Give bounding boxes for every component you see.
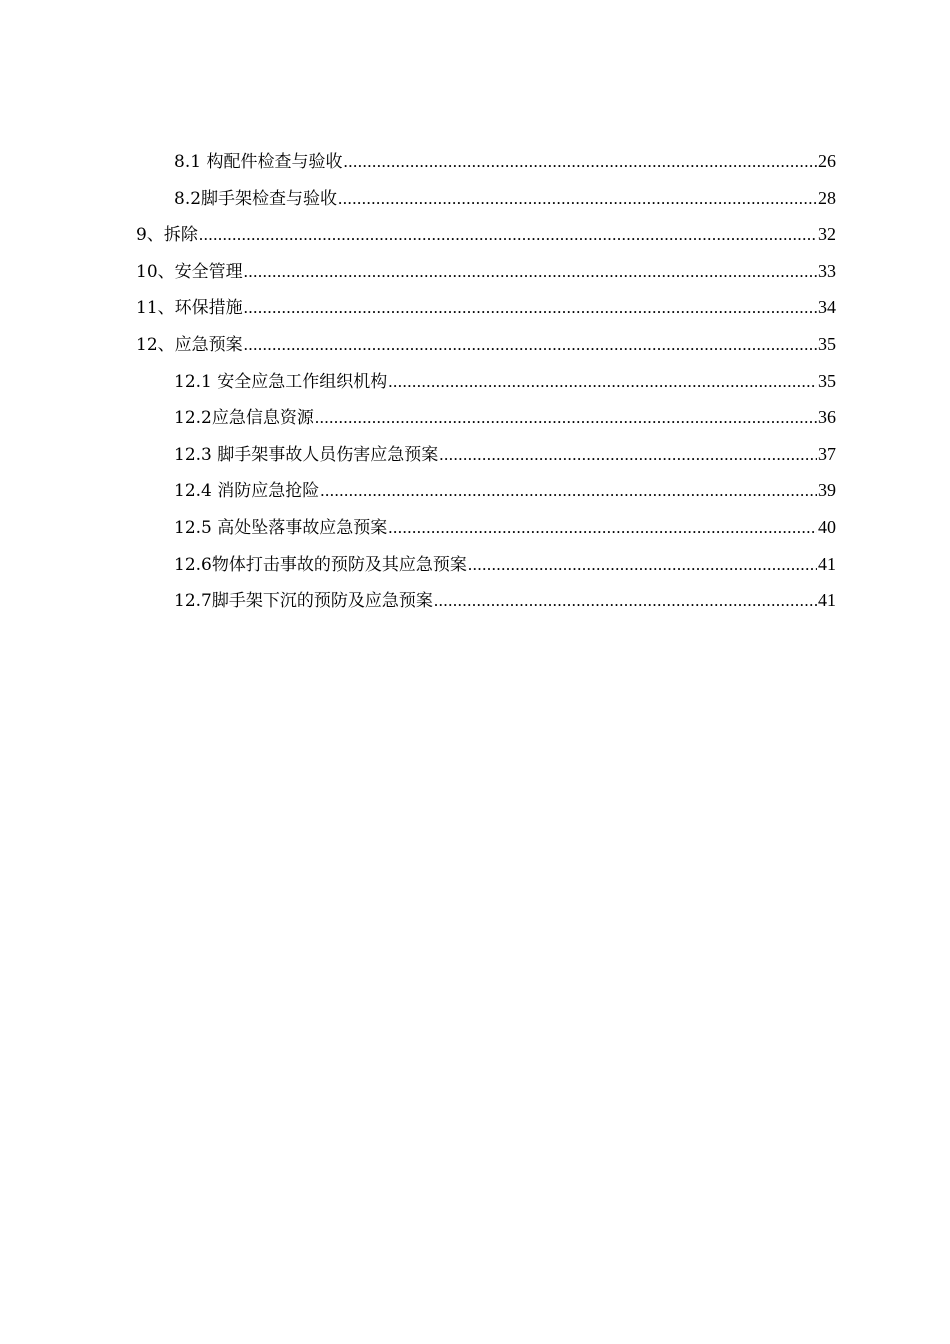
- toc-entry[interactable]: [136, 475, 836, 512]
- toc-dot-leader: [199, 220, 817, 250]
- toc-entry-page: 40: [818, 516, 836, 537]
- toc-entry[interactable]: [136, 219, 836, 256]
- toc-dot-leader: [244, 330, 817, 360]
- toc-entry-page: 35: [818, 333, 836, 354]
- toc-dot-leader: [388, 367, 817, 397]
- toc-entry[interactable]: [136, 183, 836, 220]
- toc-entry-title: 8.2脚手架检查与验收: [174, 188, 338, 209]
- toc-dot-leader: [338, 184, 817, 214]
- toc-dot-leader: [320, 476, 817, 506]
- toc-dot-leader: [388, 513, 817, 543]
- toc-entry-page: 26: [818, 151, 836, 171]
- toc-entry-title: 12.7脚手架下沉的预防及应急预案: [174, 591, 433, 612]
- toc-entry-page: 41: [818, 590, 836, 611]
- toc-entry-title: 12.6物体打击事故的预防及其应急预案: [174, 554, 467, 575]
- toc-dot-leader: [468, 550, 817, 580]
- toc-entry-title: 12.2应急信息资源: [174, 408, 314, 429]
- toc-entry[interactable]: [136, 585, 836, 622]
- toc-entry-page: 33: [818, 260, 836, 281]
- table-of-contents: [136, 146, 836, 622]
- toc-entry-title: 12.1 安全应急工作组织机构: [174, 371, 388, 392]
- toc-dot-leader: [315, 403, 817, 433]
- toc-entry-page: 34: [818, 297, 836, 318]
- toc-entry[interactable]: [136, 549, 836, 586]
- toc-entry[interactable]: [136, 402, 836, 439]
- toc-entry[interactable]: [136, 146, 836, 183]
- toc-entry[interactable]: [136, 256, 836, 293]
- toc-entry-title: 12.4 消防应急抢险: [174, 481, 320, 502]
- toc-entry-title: 12、应急预案: [136, 334, 243, 355]
- toc-entry-title: 10、安全管理: [136, 261, 243, 282]
- toc-entry-page: 32: [818, 224, 836, 245]
- toc-dot-leader: [439, 440, 817, 470]
- toc-dot-leader: [244, 257, 817, 287]
- toc-entry-page: 41: [818, 553, 836, 574]
- toc-entry[interactable]: [136, 292, 836, 329]
- toc-entry[interactable]: [136, 329, 836, 366]
- toc-entry-title: 12.5 高处坠落事故应急预案: [174, 517, 388, 538]
- toc-entry[interactable]: [136, 512, 836, 549]
- toc-dot-leader: [434, 586, 817, 616]
- toc-dot-leader: [343, 147, 817, 177]
- toc-dot-leader: [244, 293, 817, 323]
- toc-entry-page: 39: [818, 480, 836, 501]
- toc-entry-title: 11、环保措施: [136, 298, 243, 319]
- toc-entry-title: 12.3 脚手架事故人员伤害应急预案: [174, 444, 439, 465]
- toc-entry-page: 37: [818, 443, 836, 464]
- toc-entry-page: 28: [818, 187, 836, 208]
- toc-entry-page: 36: [818, 407, 836, 428]
- toc-entry[interactable]: [136, 366, 836, 403]
- toc-entry-title: 8.1 构配件检查与验收: [174, 152, 343, 172]
- toc-entry-page: 35: [818, 370, 836, 391]
- toc-entry-title: 9、拆除: [136, 225, 198, 246]
- toc-entry[interactable]: [136, 439, 836, 476]
